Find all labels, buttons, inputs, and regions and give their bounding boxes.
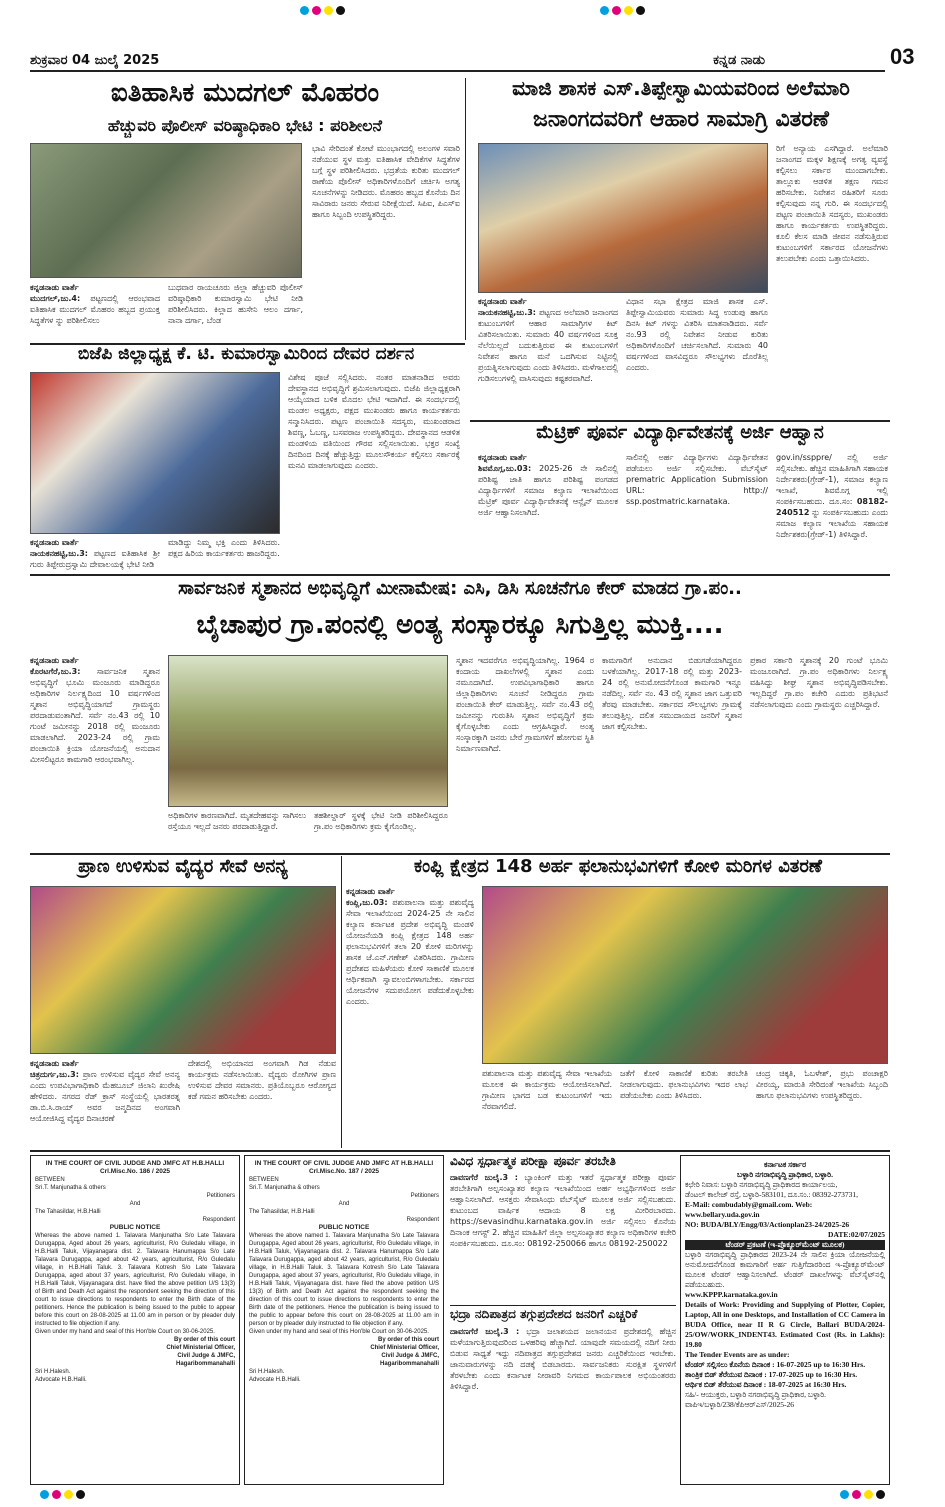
article-text: ಪ್ರಾಣ ಉಳಿಸುವ ವೈದ್ಯರ ಸೇವೆ ಅನನ್ಯ ಎಂದು ಉಪವಿಭಾಗಾಧಿಕಾರಿ ಮೆಹಬೂಬ್ ಜಿಲಾನಿ ಖುರೇಷಿ ಹೇಳಿದರು. ನಗರದ ರೆಡ್ ಕ್ರಾಸ್ ಸಂಸ್ಥೆಯಲ್ಲಿ ಭಾರತರತ್ನ ಡಾ.ಬಿ.ಸಿ.ರಾಯ್ ಅವರ ಜನ್ಮದಿನದ ಅಂಗವಾಗಿ ಆಯೋಜಿಸಿದ್ದ ವೈದ್ಯರ ದಿನಾಚರಣೆ xyxy=(30,1070,180,1123)
magenta-dot xyxy=(612,6,621,15)
officer-line-2: Civil Judge & JMFC, xyxy=(177,1353,235,1359)
yellow-dot xyxy=(324,6,333,15)
article-text: 2025-26 ನೇ ಸಾಲಿನಲ್ಲಿ ಪರಿಶಿಷ್ಟ ಜಾತಿ ಹಾಗೂ ಪರಿಶಿಷ್ಟ ಪಂಗಡದ ವಿದ್ಯಾರ್ಥಿಗಳಿಗೆ ಸಮಾಜ ಕಲ್ಯಾಣ ಇಲಾಖೆಯಿಂದ ಮೆಟ್ರಿಕ್ ಪೂರ್ವ ವಿದ್ಯಾರ್ಥಿವೇತನಕ್ಕೆ ಆನ್ಲೈನ್ ಮೂಲಕ ಅರ್ಜಿ ಆಹ್ವಾನಿಸಲಾಗಿದೆ. xyxy=(478,464,618,517)
column-divider xyxy=(341,856,342,1148)
tender-body: ಬಳ್ಳಾರಿ ನಗರಾಭಿವೃದ್ಧಿ ಪ್ರಾಧಿಕಾರದ 2023-24 ನೇ ಸಾಲಿನ ಕ್ರಿಯಾ ಯೋಜನೆಯಲ್ಲಿ ಅನುಮೋದನೆಗೊಂಡ ಕಾಮಗಾರಿಗೆ ಅರ್ಹ ಗುತ್ತಿಗೆದಾರರಿಂದ ಇ-ಪ್ರೊಕ್ಯೂರ್‌ಮೆಂಟ್ ಮೂಲಕ ಟೆಂಡರ್ ಆಹ್ವಾನಿಸಲಾಗಿದೆ. ಟೆಂಡರ್ ದಾಖಲೆಗಳನ್ನು ವೆಬ್‌ಸೈಟ್‌ನಲ್ಲಿ ಪಡೆಯಬಹುದು. xyxy=(685,1250,885,1289)
tender-event-3: ಆರ್ಥಿಕ ಬಿಡ್ ತೆರೆಯುವ ದಿನಾಂಕ : 18-07-2025 at 16:30 Hrs. xyxy=(685,1380,847,1389)
advocate-name: Sri H.Halesh. xyxy=(249,1369,285,1375)
application-url-2: ssp.postmatric.karnataka. xyxy=(626,497,731,506)
doctors-photo xyxy=(30,886,336,1054)
advocate-place: Advocate H.B.Halli. xyxy=(249,1377,301,1383)
doctors-col-2: ದೇಶದಲ್ಲಿ ಅಭಿಯಾನದ ಅಂಗವಾಗಿ ಗಿಡ ನೆಡುವ ಕಾರ್ಯಕ್ರಮ ನಡೆಸಲಾಯಿತು. ವೈದ್ಯರು ರೋಗಿಗಳ ಪ್ರಾಣ ಉಳಿಸುವ ದೇವರ ಸಮಾನರು. ಪ್ರತಿಯೊಬ್ಬರೂ ಆರೋಗ್ಯದ ಕಡೆ ಗಮನ ಹರಿಸಬೇಕು ಎಂದರು. xyxy=(188,1059,336,1101)
competitive-headline: ವಿವಿಧ ಸ್ಪರ್ಧಾತ್ಮಕ ಪರೀಕ್ಷಾ ಪೂರ್ವ ತರಬೇತಿ xyxy=(450,1154,616,1168)
case-number: Crl.Misc.No. 187 / 2025 xyxy=(308,1168,380,1175)
muharram-photo xyxy=(30,143,302,278)
kampli-col-3: ಜತೆಗೆ ಕೋಳಿ ಸಾಕಾಣಿಕೆ ಕುರಿತು ತರಬೇತಿ ನೀಡಲಾಗುವುದು. ಫಲಾನುಭವಿಗಳು ಇದರ ಲಾಭ ಪಡೆಯಬೇಕು ಎಂದು ತಿಳಿಸಿದರು. xyxy=(620,1069,748,1100)
cemetery-col-1 xyxy=(30,655,160,825)
cemetery-col-5: ಕಾಮಗಾರಿಗೆ ಅನುದಾನ ಬಿಡುಗಡೆಯಾಗಿದ್ದರೂ ಬಳಕೆಯಾಗಿಲ್ಲ. 2017-18 ರಲ್ಲಿ ಮತ್ತು 2023-24 ರಲ್ಲಿ ಅನುಮೋದನೆಗೊಂಡ ಕಾಮಗಾರಿ ಇನ್ನೂ ನಡೆದಿಲ್ಲ. ಸರ್ವೆ ನಂ. 43 ರಲ್ಲಿ ಸ್ಮಶಾನ ಜಾಗ ಒತ್ತುವರಿ ತೆರವು ಮಾಡಬೇಕು. ಸರ್ಕಾರದ ಸೌಲಭ್ಯಗಳು ಗ್ರಾಮಕ್ಕೆ ತಲುಪುತ್ತಿಲ್ಲ. ದಲಿತ ಸಮುದಾಯದ ಜನರಿಗೆ ಸ್ಮಶಾನ ಜಾಗ ಕಲ್ಪಿಸಬೇಕು. xyxy=(602,656,742,731)
officer-line: Chief Ministerial Officer, xyxy=(370,1345,439,1351)
kampli-col-4: ಚಂದ್ರ ಚಿಕ್ಕತಿ, ಓಬಳೇಶ್, ಪ್ರಭು ಪಂಚಾಕ್ಷರಿ ವೀರಯ್ಯ, ಮಾರುತಿ ಸೇರಿದಂತೆ ಇಲಾಖೆಯ ಸಿಬ್ಬಂದಿ ಹಾಗೂ ಫಲಾನುಭವಿಗಳು ಉಪಸ್ಥಿತರಿದ್ದರು. xyxy=(756,1069,888,1100)
cemetery-photo xyxy=(168,655,448,807)
tender-no: NO: BUDA/BLY/Engg/03/Actionplan23-24/2025-26 xyxy=(685,1220,850,1229)
respondent-name: The Tahasildar, H.B.Halli xyxy=(35,1209,101,1215)
kampli-col-1 xyxy=(346,886,474,1148)
cemetery-col-2: ಅಧಿಕಾರಿಗಳ ಕಾರಣವಾಗಿದೆ. ಮೃತದೇಹವನ್ನು ಸಾಗಿಸಲು ರಸ್ತೆಯೂ ಇಲ್ಲದೆ ಜನರು ಪರದಾಡುತ್ತಿದ್ದಾರೆ. xyxy=(168,811,306,831)
petitioners-label: Petitioners xyxy=(410,1193,439,1199)
tender-email: E-Mail: combudably@gmail.com. Web: www.bellary.uda.gov.in xyxy=(685,1200,813,1219)
tippeswamy-photo xyxy=(478,143,768,293)
magenta-dot xyxy=(852,1490,861,1499)
tippeswamy-col-2: ವಿಧಾನ ಸಭಾ ಕ್ಷೇತ್ರದ ಮಾಜಿ ಶಾಸಕ ಎಸ್. ತಿಪ್ಪೇಸ್ವಾಮಿಯವರು ಸುಮಾರು ಸಿದ್ಧ ಉಡುಪು ಹಾಗೂ ದಿನಸಿ ಕಿಟ್ ಗಳನ್ನು ವಿತರಿಸಿ ಮಾತನಾಡಿದರು. ಸರ್ವೆ ನಂ.93 ರಲ್ಲಿ ನಿವೇಶನ ನೀಡುವ ಕುರಿತು ಅಧಿಕಾರಿಗಳೊಂದಿಗೆ ಚರ್ಚಿಸಲಾಗಿದೆ. ಸುಮಾರು 40 ವರ್ಷಗಳಿಂದ ವಾಸವಿದ್ದರೂ ಸೌಲಭ್ಯಗಳು ದೊರೆತಿಲ್ಲ ಎಂದರು. xyxy=(626,297,768,372)
dateline: ಕೊರಟಗೆರೆ,ಜು.3: xyxy=(30,667,81,676)
section-rule xyxy=(30,853,890,855)
officer-line-2: Civil Judge & JMFC, xyxy=(381,1353,439,1359)
respondent-label: Respondent xyxy=(202,1217,235,1223)
notice-footer: Given under my hand and seal of this Hon'ble Court on 30-06-2025. xyxy=(35,1329,215,1335)
notice-body: Whereas the above named 1. Talavara Manjunatha S/o Late Talavara Durugappa, Aged about 26 years, agriculturist, R/o Guledalu village, in H.B.Halli Taluk, Vijayanagara dist. 2. Talavara Hanumappa S/o Late Talavara Durugappa, aged about 42 years, agriculturist, R/o Guledalu village, in H.B.Halli Taluk. 3. Talavara Kotresh S/o Late Talavara Durugappa, aged about 37 years, agriculturist, R/o Guledalu village, in H.B.Halli Taluk, Vijayanagara dist. have filed the above petition U/S 13(3) of Birth and Death Act against the respondent seeking the direction of this court to issue directions to respondents to enter the Birth date of the petitioners. Hence the publication is being issued to the public to appear before this court on 28-08-2025 at 11.00 am in person or by pleader duly instructed to file objection if any. xyxy=(35,1233,235,1327)
tippeswamy-headline-1: ಮಾಜಿ ಶಾಸಕ ಎಸ್.ತಿಪ್ಪೇಸ್ವಾಮಿಯವರಿಂದ ಅಲೆಮಾರಿ xyxy=(512,76,850,100)
court-name: IN THE COURT OF CIVIL JUDGE AND JMFC AT H.B.HALLI xyxy=(254,1160,434,1167)
scholarship-col-1 xyxy=(478,452,618,570)
notice-footer: Given under my hand and seal of this Hon'ble Court on 30-06-2025. xyxy=(249,1329,429,1335)
print-register-strip xyxy=(0,0,945,28)
magenta-dot xyxy=(52,1490,61,1499)
court-notice-1 xyxy=(30,1155,240,1485)
dateline: ಮುದಗಲ್,ಜು.4: xyxy=(30,294,81,303)
black-dot xyxy=(76,1490,85,1499)
color-register-dots xyxy=(40,1490,85,1504)
bhadra-headline: ಭದ್ರಾ ನದಿಪಾತ್ರದ ತಗ್ಗುಪ್ರದೇಶದ ಜನರಿಗೆ ಎಚ್ಚರಿಕೆ xyxy=(450,1307,638,1321)
issue-date: ಶುಕ್ರವಾರ 04 ಜುಲೈ 2025 xyxy=(30,52,160,68)
dateline: ಶಿವಮೊಗ್ಗ,ಜು.03: xyxy=(478,464,532,473)
cyan-dot xyxy=(600,6,609,15)
cyan-dot xyxy=(840,1490,849,1499)
tender-title: ಟೆಂಡರ್ ಪ್ರಕಟಣೆ (ಇ-ಪ್ರೊಕ್ಯೂರ್‌ಮೆಂಟ್ ಮೂಲಕ) xyxy=(685,1240,885,1250)
order-line: By order of this court xyxy=(377,1337,439,1343)
petitioner-name: Sri.T. Manjunatha & others xyxy=(249,1185,320,1191)
tender-event-2: ತಾಂತ್ರಿಕ ಬಿಡ್ ತೆರೆಯುವ ದಿನಾಂಕ : 17-07-2025 up to 16:30 Hrs. xyxy=(685,1370,858,1379)
yellow-dot xyxy=(624,6,633,15)
black-dot xyxy=(876,1490,885,1499)
tender-gov: ಕರ್ನಾಟಕ ಸರ್ಕಾರ xyxy=(763,1160,807,1169)
tender-event-1: ಟೆಂಡರ್ ಸಲ್ಲಿಸಲು ಕೊನೆಯ ದಿನಾಂಕ : 16-07-2025 up to 16:30 Hrs. xyxy=(685,1360,866,1369)
tender-ref: ವಾಪಿಇ/ಬಳ್ಳಾರಿ/238/ಕೆಪಿಆರ್‌ಎಸ್/2025-26 xyxy=(685,1400,795,1409)
article-text: ಪಟ್ಟಣದ ಐತಿಹಾಸಿಕ ಶ್ರೀ ಗುರು ತಿಪ್ಪೇರುದ್ರಸ್ವಾಮಿ ದೇವಾಲಯಕ್ಕೆ ಭೇಟಿ ನೀಡಿ xyxy=(30,549,160,569)
officer-line: Chief Ministerial Officer, xyxy=(166,1345,235,1351)
tender-details: Details of Work: Providing and Supplying of Plotter, Copier, Laptop, All in one Desktops, and Installation of CC Camera in BUDA Office, near II R G Circle, Ballari BUDA/2024-25/OW/WORK_INDENT43. Estimated Cost (Rs. in Lakhs): 19.80 xyxy=(685,1300,885,1349)
paper-name: ಕನ್ನಡ ನಾಡು xyxy=(713,52,765,68)
application-url: prematric Application Submission URL: http:// xyxy=(626,475,768,495)
cemetery-col-4: ಸ್ಮಶಾನ ಇದವರೆಗೂ ಅಭಿವೃದ್ಧಿಯಾಗಿಲ್ಲ. 1964 ರ ಕಂದಾಯ ದಾಖಲೆಗಳಲ್ಲಿ ಸ್ಮಶಾನ ಎಂದು ನಮೂದಾಗಿದೆ. ಉಪವಿಭಾಗಾಧಿಕಾರಿ ಹಾಗೂ ಜಿಲ್ಲಾಧಿಕಾರಿಗಳು ಸೂಚನೆ ನೀಡಿದ್ದರೂ ಗ್ರಾಮ ಪಂಚಾಯಿತಿ ಕೇರ್ ಮಾಡುತ್ತಿಲ್ಲ. ಸರ್ವೆ ನಂ.43 ರಲ್ಲಿ ಜಮೀನನ್ನು ಗುರುತಿಸಿ ಸ್ಮಶಾನ ಅಭಿವೃದ್ಧಿಗೆ ಕ್ರಮ ಕೈಗೊಳ್ಳಬೇಕು ಎಂದು ಆಗ್ರಹಿಸಿದ್ದಾರೆ. ಅಂತ್ಯ ಸಂಸ್ಕಾರಕ್ಕಾಗಿ ಜನರು ಬೇರೆ ಗ್ರಾಮಗಳಿಗೆ ಹೋಗುವ ಸ್ಥಿತಿ ನಿರ್ಮಾಣವಾಗಿದೆ. xyxy=(456,656,594,753)
cemetery-headline-1: ಸಾರ್ವಜನಿಕ ಸ್ಮಶಾನದ ಅಭಿವೃದ್ಧಿಗೆ ಮೀನಾಮೇಷ: ಎಸಿ, ಡಿಸಿ ಸೂಚನೆಗೂ ಕೇರ್ ಮಾಡದ ಗ್ರಾ.ಪಂ.. xyxy=(178,578,742,599)
bjp-col-3: ವಿಶೇಷ ಪೂಜೆ ಸಲ್ಲಿಸಿದರು. ನಂತರ ಮಾತನಾಡಿದ ಅವರು ದೇವಸ್ಥಾನದ ಅಭಿವೃದ್ಧಿಗೆ ಶ್ರಮಿಸಲಾಗುವುದು. ಬಿಜೆಪಿ ಜಿಲ್ಲಾಧ್ಯಕ್ಷರಾಗಿ ಆಯ್ಕೆಯಾದ ಬಳಿಕ ಮೊದಲ ಭೇಟಿ ಇದಾಗಿದೆ. ಈ ಸಂದರ್ಭದಲ್ಲಿ ಮಂಡಲ ಅಧ್ಯಕ್ಷರು, ಪಕ್ಷದ ಮುಖಂಡರು ಹಾಗೂ ಕಾರ್ಯಕರ್ತರು ಸನ್ಮಾನಿಸಿದರು. ಪಟ್ಟಣ ಪಂಚಾಯಿತಿ ಸದಸ್ಯರು, ಮುಖಂಡರಾದ ಶಿವಣ್ಣ, ಓಬಣ್ಣ, ಬಸವರಾಜ ಉಪಸ್ಥಿತರಿದ್ದರು. ದೇವಸ್ಥಾನದ ಆಡಳಿತ ಮಂಡಳಿಯ ವತಿಯಿಂದ ಗೌರವ ಸಲ್ಲಿಸಲಾಯಿತು. ಭಕ್ತರ ಸಂಖ್ಯೆ ದಿನದಿಂದ ದಿನಕ್ಕೆ ಹೆಚ್ಚುತ್ತಿದ್ದು ಮೂಲಸೌಕರ್ಯ ಕಲ್ಪಿಸಲು ಸರ್ಕಾರಕ್ಕೆ ಮನವಿ ಮಾಡಲಾಗುವುದು ಎಂದರು. xyxy=(288,373,460,470)
tender-site: www.KPPP.karnataka.gov.in xyxy=(685,1290,778,1299)
case-number: Crl.Misc.No. 186 / 2025 xyxy=(99,1168,171,1175)
dateline: ಕಂಪ್ಲಿ,ಜು.03: xyxy=(346,898,388,907)
kampli-col-2: ಪಶುಪಾಲನಾ ಮತ್ತು ಪಶುವೈದ್ಯ ಸೇವಾ ಇಲಾಖೆಯ ಮೂಲಕ ಈ ಕಾರ್ಯಕ್ರಮ ಆಯೋಜಿಸಲಾಗಿದೆ. ಗ್ರಾಮೀಣ ಭಾಗದ ಬಡ ಕುಟುಂಬಗಳಿಗೆ ಇದು ನೆರವಾಗಲಿದೆ. xyxy=(482,1069,612,1111)
section-rule xyxy=(30,1150,890,1152)
article-text: ನ್ನು ಸಂಪರ್ಕಿಸಬಹುದು ಎಂದು ಸಮಾಜ ಕಲ್ಯಾಣ ಇಲಾಖೆಯ ಸಹಾಯಕ ನಿರ್ದೇಶಕರು(ಗ್ರೇಡ್-1) ತಿಳಿಸಿದ್ದಾರೆ. xyxy=(776,508,888,539)
court-name: IN THE COURT OF CIVIL JUDGE AND JMFC AT H.B.HALLI xyxy=(45,1160,225,1167)
tender-events-title: The Tender Events are as under: xyxy=(685,1350,790,1359)
cyan-dot xyxy=(300,6,309,15)
notice-heading: PUBLIC NOTICE xyxy=(109,1224,161,1231)
article-text: ಸಾಲಿನಲ್ಲಿ ಅರ್ಹ ವಿದ್ಯಾರ್ಥಿಗಳು ವಿದ್ಯಾರ್ಥಿವೇತನ ಪಡೆಯಲು ಅರ್ಜಿ ಸಲ್ಲಿಸಬೇಕು. ವೆಬ್‌ಸೈಟ್ xyxy=(626,453,768,473)
bjp-col-1 xyxy=(30,537,160,570)
dateline: ದಾವಣಗೆರೆ ಜುಲೈ.3 : xyxy=(450,1327,520,1336)
byline: ಕನ್ನಡನಾಡು ವಾರ್ತೆ xyxy=(30,1059,79,1068)
article-text: ನಲ್ಲಿ ಅರ್ಜಿ ಸಲ್ಲಿಸಬೇಕು. ಹೆಚ್ಚಿನ ಮಾಹಿತಿಗಾಗಿ ಸಹಾಯಕ ನಿರ್ದೇಶಕರು(ಗ್ರೇಡ್-1), ಸಮಾಜ ಕಲ್ಯಾಣ ಇಲಾಖೆ, ಶಿವಮೊಗ್ಗ ಇಲ್ಲಿ ಸಂಪರ್ಕಿಸಬಹುದು. ದೂ.ಸಂ: xyxy=(776,453,888,506)
kampli-headline: ಕಂಪ್ಲಿ ಕ್ಷೇತ್ರದ 148 ಅರ್ಹ ಫಲಾನುಭವಿಗಳಿಗೆ ಕೋಳಿ ಮರಿಗಳ ವಿತರಣೆ xyxy=(414,856,822,877)
byline: ಕನ್ನಡನಾಡು ವಾರ್ತೆ xyxy=(30,656,79,665)
color-register-dots xyxy=(840,1490,885,1504)
officer-line-3: Hagaribommanahalli xyxy=(175,1361,235,1367)
advocate-name: Sri H.Halesh. xyxy=(35,1369,71,1375)
respondent-name: The Tahasildar, H.B.Halli xyxy=(249,1209,315,1215)
tippeswamy-col-1 xyxy=(478,296,618,416)
and-label: And xyxy=(338,1201,350,1207)
yellow-dot xyxy=(64,1490,73,1499)
dateline: ಚಿತ್ರದುರ್ಗ,ಜು.3: xyxy=(30,1070,79,1079)
respondent-label: Respondent xyxy=(406,1217,439,1223)
article-text: ಪಟ್ಟಣದಲ್ಲಿ ಆರಂಭವಾದ ಐತಿಹಾಸಿಕ ಮುದಗಲ್ ಮೊಹರಂ ಹಬ್ಬದ ಪ್ರಯುಕ್ತ ಸಿದ್ಧತೆಗಳ ನ್ನು ಪರಿಶೀಲಿಸಲು xyxy=(30,294,160,325)
byline: ಕನ್ನಡನಾಡು ವಾರ್ತೆ xyxy=(478,453,527,462)
muharram-col-2: ಬುಧವಾರ ರಾಯಚೂರು ಜಿಲ್ಲಾ ಹೆಚ್ಚುವರಿ ಪೊಲೀಸ್ ವರಿಷ್ಠಾಧಿಕಾರಿ ಕುಮಾರಸ್ವಾಮಿ ಭೇಟಿ ನೀಡಿ ಪರಿಶೀಲಿಸಿದರು. ಕಿಲ್ಲಾದ ಹುಸೇನಿ ಆಲಂ ದರ್ಗಾ, ನಾನಾ ದರ್ಗಾ, ಬೆಂಡ xyxy=(168,283,303,325)
competitive-text xyxy=(450,1172,676,1302)
doctors-col-1 xyxy=(30,1058,180,1148)
sevasindhu-url: https://sevasindhu.karnataka.gov.in xyxy=(450,1217,594,1226)
section-rule xyxy=(30,574,890,576)
tender-address: ಡೆಂಟಲ್ ಕಾಲೇಜ್ ರಸ್ತೆ, ಬಳ್ಳಾರಿ-583101, ದೂ.ಸಂ.: 08392-273731, xyxy=(685,1190,859,1199)
magenta-dot xyxy=(312,6,321,15)
section-rule xyxy=(450,1305,676,1306)
tender-date: DATE:02/07/2025 xyxy=(828,1230,885,1239)
cyan-dot xyxy=(40,1490,49,1499)
tender-office: ಕಛೇರಿ ನಿವಾಸ: ಬಳ್ಳಾರಿ ನಗರಾಭಿವೃದ್ಧಿ ಪ್ರಾಧಿಕಾರದ ಕಾರ್ಯಾಲಯ, xyxy=(685,1180,838,1189)
scholarship-col-2 xyxy=(626,452,768,570)
column-divider xyxy=(465,78,466,340)
notice-body: Whereas the above named 1. Talavara Manjunatha S/o Late Talavara Durugappa, Aged about 26 years, agriculturist, R/o Guledalu village, in H.B.Halli Taluk, Vijayanagara dist. 2. Talavara Hanumappa S/o Late Talavara Durugappa, aged about 42 years, agriculturist, R/o Guledalu village, in H.B.Halli Taluk. 3. Talavara Kotresh S/o Late Talavara Durugappa, aged about 37 years, agriculturist, R/o Guledalu village, in H.B.Halli Taluk, Vijayanagara dist. have filed the above petition U/S 13(3) of Birth and Death Act against the respondent seeking the direction of this court to issue directions to respondents to enter the Birth date of the petitioners. Hence the publication is being issued to the public to appear before this court on 28-08-2025 at 11.00 am in person or by pleader duly instructed to file objection if any. xyxy=(249,1233,439,1327)
advocate-place: Advocate H.B.Halli. xyxy=(35,1377,87,1383)
article-text: ಪಟ್ಟಣದ ಅಲೆಮಾರಿ ಜನಾಂಗದ ಕುಟುಂಬಗಳಿಗೆ ಆಹಾರ ಸಾಮಾಗ್ರಿಗಳ ಕಿಟ್ ವಿತರಿಸಲಾಯಿತು. ಸುಮಾರು 40 ವರ್ಷಗಳಿಂದ ಸೂಕ್ತ ನೆಲೆಯಿಲ್ಲದೆ ಬದುಕುತ್ತಿರುವ ಈ ಕುಟುಂಬಗಳಿಗೆ ನಿವೇಶನ ಹಾಗೂ ಮನೆ ಒದಗಿಸುವ ನಿಟ್ಟಿನಲ್ಲಿ ಪ್ರಯತ್ನಿಸಲಾಗುವುದು ಎಂದು ತಿಳಿಸಿದರು. ಮಳೆಗಾಲದಲ್ಲಿ ಗುಡಿಸಲುಗಳಲ್ಲಿ ವಾಸಿಸುವುದು ಕಷ್ಟಕರವಾಗಿದೆ. xyxy=(478,308,618,383)
article-text: ಪಶುಪಾಲನಾ ಮತ್ತು ಪಶುವೈದ್ಯ ಸೇವಾ ಇಲಾಖೆಯಿಂದ 2024-25 ನೇ ಸಾಲಿನ ಕಲ್ಯಾಣ ಕರ್ನಾಟಕ ಪ್ರದೇಶ ಅಭಿವೃದ್ಧಿ ಮಂಡಳಿ ಯೋಜನೆಯಡಿ ಕಂಪ್ಲಿ ಕ್ಷೇತ್ರದ 148 ಅರ್ಹ ಫಲಾನುಭವಿಗಳಿಗೆ ತಲಾ 20 ಕೋಳಿ ಮರಿಗಳನ್ನು ಶಾಸಕ ಜೆ.ಎನ್.ಗಣೇಶ್ ವಿತರಿಸಿದರು. ಗ್ರಾಮೀಣ ಪ್ರದೇಶದ ಮಹಿಳೆಯರು ಕೋಳಿ ಸಾಕಾಣಿಕೆ ಮೂಲಕ ಆರ್ಥಿಕವಾಗಿ ಸ್ವಾವಲಂಬಿಗಳಾಗಬೇಕು. ಸರ್ಕಾರದ ಯೋಜನೆಗಳ ಸದುಪಯೋಗ ಪಡೆದುಕೊಳ್ಳಬೇಕು ಎಂದರು. xyxy=(346,898,474,1006)
scholarship-col-3 xyxy=(776,452,888,570)
cemetery-col-6: ಪ್ರಕಾರ ಸರ್ಕಾರಿ ಸ್ಮಶಾನಕ್ಕೆ 20 ಗುಂಟೆ ಭೂಮಿ ಮಂಜೂರಾಗಿದೆ. ಗ್ರಾ.ಪಂ ಅಧಿಕಾರಿಗಳು ನಿರ್ಲಕ್ಷ್ಯ ವಹಿಸಿದ್ದು ಶೀಘ್ರ ಸ್ಮಶಾನ ಅಭಿವೃದ್ಧಿಪಡಿಸಬೇಕು. ಇಲ್ಲದಿದ್ದರೆ ಗ್ರಾ.ಪಂ ಕಚೇರಿ ಎದುರು ಪ್ರತಿಭಟನೆ ನಡೆಸಲಾಗುವುದು ಎಂದು ಗ್ರಾಮಸ್ಥರು ಎಚ್ಚರಿಸಿದ್ದಾರೆ. xyxy=(750,656,888,709)
bjp-photo xyxy=(30,372,280,534)
article-text: ಭದ್ರಾ ಜಲಾಶಯದ ಜಲಾನಯನ ಪ್ರದೇಶದಲ್ಲಿ ಹೆಚ್ಚಿನ ಮಳೆಯಾಗುತ್ತಿರುವುದರಿಂದ ಒಳಹರಿವು ಹೆಚ್ಚಾಗಿದೆ. ಯಾವುದೇ ಸಮಯದಲ್ಲಿ ನದಿಗೆ ನೀರು ಬಿಡುವ ಸಾಧ್ಯತೆ ಇದ್ದು ನದಿಪಾತ್ರದ ತಗ್ಗುಪ್ರದೇಶದ ಜನರು ಎಚ್ಚರಿಕೆಯಿಂದ ಇರಬೇಕು. ಜಾನುವಾರುಗಳನ್ನು ನದಿ ದಡಕ್ಕೆ ಬಿಡಬಾರದು. ಸಾರ್ವಜನಿಕರು ಸುರಕ್ಷಿತ ಸ್ಥಳಗಳಿಗೆ ತೆರಳಬೇಕು ಎಂದು ಕರ್ನಾಟಕ ನೀರಾವರಿ ನಿಗಮದ ಕಾರ್ಯಪಾಲಕ ಅಭಿಯಂತರರು ತಿಳಿಸಿದ್ದಾರೆ. xyxy=(450,1327,676,1391)
cemetery-headline-2: ಬೈಚಾಪುರ ಗ್ರಾ.ಪಂನಲ್ಲಿ ಅಂತ್ಯ ಸಂಸ್ಕಾರಕ್ಕೂ ಸಿಗುತ್ತಿಲ್ಲ ಮುಕ್ತಿ.... xyxy=(196,610,724,640)
court-notice-2 xyxy=(244,1155,444,1485)
doctors-headline: ಪ್ರಾಣ ಉಳಿಸುವ ವೈದ್ಯರ ಸೇವೆ ಅನನ್ಯ xyxy=(78,856,288,877)
bhadra-text xyxy=(450,1326,676,1484)
between-label: BETWEEN xyxy=(249,1177,279,1183)
article-text: ಬ್ಯಾಂಕಿಂಗ್ ಮತ್ತು ಇತರೆ ಸ್ಪರ್ಧಾತ್ಮಕ ಪರೀಕ್ಷಾ ಪೂರ್ವ ತರಬೇತಿಗಾಗಿ ಅಲ್ಪಸಂಖ್ಯಾತರ ಕಲ್ಯಾಣ ಇಲಾಖೆಯಿಂದ ಅರ್ಹ ಅಭ್ಯರ್ಥಿಗಳಿಂದ ಅರ್ಜಿ ಆಹ್ವಾನಿಸಲಾಗಿದೆ. ಆಸಕ್ತರು ಸೇವಾಸಿಂಧು ವೆಬ್‌ಸೈಟ್ ಮೂಲಕ ಅರ್ಜಿ ಸಲ್ಲಿಸಬಹುದು. ಕುಟುಂಬದ ವಾರ್ಷಿಕ ಆದಾಯ 8 ಲಕ್ಷ ಮೀರಿರಬಾರದು. xyxy=(450,1173,676,1215)
color-register-dots xyxy=(300,6,345,20)
dateline: ದಾವಣಗೆರೆ ಜುಲೈ.3 : xyxy=(450,1173,518,1182)
byline: ಕನ್ನಡನಾಡು ವಾರ್ತೆ xyxy=(346,887,395,896)
tippeswamy-headline-2: ಜನಾಂಗದವರಿಗೆ ಆಹಾರ ಸಾಮಾಗ್ರಿ ವಿತರಣೆ xyxy=(533,107,829,132)
bjp-col-2: ಮಾಡಿದ್ದು ನಿಮ್ಮ ಭಕ್ತಿ ಎಂದು ತಿಳಿಸಿದರು. ಪಕ್ಷದ ಹಿರಿಯ ಕಾರ್ಯಕರ್ತರು ಹಾಜರಿದ್ದರು. xyxy=(168,538,280,558)
tender-notice xyxy=(680,1155,890,1485)
article-text: ಸಾರ್ವಜನಿಕ ಸ್ಮಶಾನ ಅಭಿವೃದ್ಧಿಗೆ ಭೂಮಿ ಮಂಜೂರು ಮಾಡಿದ್ದರೂ ಅಧಿಕಾರಿಗಳ ನಿರ್ಲಕ್ಷ್ಯದಿಂದ 10 ವರ್ಷಗಳಿಂದ ಸ್ಮಶಾನ ಅಭಿವೃದ್ಧಿಯಾಗದೆ ಗ್ರಾಮಸ್ಥರು ಪರದಾಡುವಂತಾಗಿದೆ. ಸರ್ವೆ ನಂ.43 ರಲ್ಲಿ 10 ಗುಂಟೆ ಜಮೀನನ್ನು 2018 ರಲ್ಲಿ ಮಂಜೂರು ಮಾಡಲಾಗಿದೆ. 2023-24 ರಲ್ಲಿ ಗ್ರಾಮ ಪಂಚಾಯಿತಿ ಕ್ರಿಯಾ ಯೋಜನೆಯಲ್ಲಿ ಅನುದಾನ ಮೀಸಲಿಟ್ಟರೂ ಕಾಮಗಾರಿ ಆರಂಭವಾಗಿಲ್ಲ. xyxy=(30,667,160,764)
muharram-subheadline: ಹೆಚ್ಚುವರಿ ಪೊಲೀಸ್ ವರಿಷ್ಠಾಧಿಕಾರಿ ಭೇಟಿ : ಪರಿಶೀಲನೆ xyxy=(107,116,383,135)
tender-authority: ಬಳ್ಳಾರಿ ನಗರಾಭಿವೃದ್ಧಿ ಪ್ರಾಧಿಕಾರ, ಬಳ್ಳಾರಿ. xyxy=(737,1170,833,1179)
officer-line-3: Hagaribommanahalli xyxy=(379,1361,439,1367)
order-line: By order of this court xyxy=(173,1337,235,1343)
petitioners-label: Petitioners xyxy=(206,1193,235,1199)
muharram-col-1 xyxy=(30,282,160,342)
and-label: And xyxy=(129,1201,141,1207)
dateline: ನಾಯಕನಹಟ್ಟಿ,ಜು.3: xyxy=(478,308,536,317)
black-dot xyxy=(336,6,345,15)
phone-number: 08182-240512 xyxy=(776,497,888,517)
dateline: ನಾಯಕನಹಟ್ಟಿ,ಜು.3: xyxy=(30,549,88,558)
tender-sign: ಸಹಿ/- ಆಯುಕ್ತರು, ಬಳ್ಳಾರಿ ನಗರಾಭಿವೃದ್ಧಿ ಪ್ರಾಧಿಕಾರ, ಬಳ್ಳಾರಿ. xyxy=(685,1390,827,1399)
muharram-col-3: ಭಾವಿ ಸೇರಿದಂತೆ ಕೋಟೆ ಮುಂಭಾಗದಲ್ಲಿ ಅಲಂಗಳ ಸವಾರಿ ನಡೆಯುವ ಸ್ಥಳ ಮತ್ತು ಐತಿಹಾಸಿಕ ವೇದಿಕೆಗಳ ಸಿದ್ಧತೆಗಳ ಬಗ್ಗೆ ಸ್ಥಳ ಪರಿಶೀಲಿಸಿದರು. ಭದ್ರತೆಯ ಕುರಿತು ಮುದಗಲ್ ಠಾಣೆಯ ಪೊಲೀಸ್ ಅಧಿಕಾರಿಗಳೊಂದಿಗೆ ಚರ್ಚಿಸಿ ಅಗತ್ಯ ಸೂಚನೆಗಳನ್ನು ನೀಡಿದರು. ಮೊಹರಂ ಹಬ್ಬದ ಕೊನೆಯ ದಿನ ಸಾವಿರಾರು ಜನರು ಸೇರುವ ನಿರೀಕ್ಷೆಯಿದೆ. ಸಿಪಿಐ, ಪಿಎಸ್ಐ ಹಾಗೂ ಸಿಬ್ಬಂದಿ ಉಪಸ್ಥಿತರಿದ್ದರು. xyxy=(312,144,460,219)
cemetery-col-3: ತಹಶೀಲ್ದಾರ್ ಸ್ಥಳಕ್ಕೆ ಭೇಟಿ ನೀಡಿ ಪರಿಶೀಲಿಸಿದ್ದರೂ ಗ್ರಾ.ಪಂ ಅಧಿಕಾರಿಗಳು ಕ್ರಮ ಕೈಗೊಂಡಿಲ್ಲ. xyxy=(314,811,448,831)
article-text-2: ಅರ್ಜಿ ಸಲ್ಲಿಸಲು ಕೊನೆಯ ದಿನಾಂಕ ಆಗಸ್ಟ್ 2. ಹೆಚ್ಚಿನ ಮಾಹಿತಿಗೆ ಜಿಲ್ಲಾ ಅಲ್ಪಸಂಖ್ಯಾತರ ಕಲ್ಯಾಣ ಅಧಿಕಾರಿಗಳ ಕಚೇರಿ ಸಂಪರ್ಕಿಸಬಹುದು. ದೂ.ಸಂ: 08192-250066 ಹಾಗೂ 08192-250022 xyxy=(450,1217,676,1248)
petitioner-name: Sri.T. Manjunatha & others xyxy=(35,1185,106,1191)
color-register-dots xyxy=(600,6,645,20)
page-number: 03 xyxy=(890,44,915,69)
byline: ಕನ್ನಡನಾಡು ವಾರ್ತೆ xyxy=(30,538,79,547)
portal-url: gov.in/ssppre/ xyxy=(776,453,832,462)
tippeswamy-col-3: ರಿಗೆ ಅನ್ಯಾಯ ಎಸಗಿದ್ದಾರೆ. ಅಲೆಮಾರಿ ಜನಾಂಗದ ಮಕ್ಕಳ ಶಿಕ್ಷಣಕ್ಕೆ ಅಗತ್ಯ ವ್ಯವಸ್ಥೆ ಕಲ್ಪಿಸಲು ಸರ್ಕಾರ ಮುಂದಾಗಬೇಕು. ತಾಲ್ಲೂಕು ಆಡಳಿತ ತಕ್ಷಣ ಗಮನ ಹರಿಸಬೇಕು. ನಿವೇಶನ ರಹಿತರಿಗೆ ಸೂರು ಕಲ್ಪಿಸುವುದು ನನ್ನ ಗುರಿ. ಈ ಸಂದರ್ಭದಲ್ಲಿ ಪಟ್ಟಣ ಪಂಚಾಯಿತಿ ಸದಸ್ಯರು, ಮುಖಂಡರು ಹಾಗೂ ಕಾರ್ಯಕರ್ತರು ಉಪಸ್ಥಿತರಿದ್ದರು. ಕೂಲಿ ಕೆಲಸ ಮಾಡಿ ಜೀವನ ನಡೆಸುತ್ತಿರುವ ಕುಟುಂಬಗಳಿಗೆ ಸರ್ಕಾರದ ಯೋಜನೆಗಳು ತಲುಪಬೇಕು ಎಂದು ಒತ್ತಾಯಿಸಿದರು. xyxy=(776,144,888,263)
byline: ಕನ್ನಡನಾಡು ವಾರ್ತೆ xyxy=(30,283,79,292)
bjp-headline: ಬಿಜೆಪಿ ಜಿಲ್ಲಾಧ್ಯಕ್ಷ ಕೆ. ಟಿ. ಕುಮಾರಸ್ವಾಮಿರಿಂದ ದೇವರ ದರ್ಶನ xyxy=(77,344,415,364)
between-label: BETWEEN xyxy=(35,1177,65,1183)
yellow-dot xyxy=(864,1490,873,1499)
masthead-bar xyxy=(30,50,885,72)
black-dot xyxy=(636,6,645,15)
notice-heading: PUBLIC NOTICE xyxy=(318,1224,370,1231)
kampli-photo xyxy=(482,886,888,1064)
muharram-headline: ಐತಿಹಾಸಿಕ ಮುದಗಲ್ ಮೊಹರಂ xyxy=(110,78,380,108)
byline: ಕನ್ನಡನಾಡು ವಾರ್ತೆ xyxy=(478,297,527,306)
scholarship-headline: ಮೆಟ್ರಿಕ್ ಪೂರ್ವ ವಿದ್ಯಾರ್ಥಿವೇತನಕ್ಕೆ ಅರ್ಜಿ ಆಹ್ವಾನ xyxy=(536,422,824,443)
